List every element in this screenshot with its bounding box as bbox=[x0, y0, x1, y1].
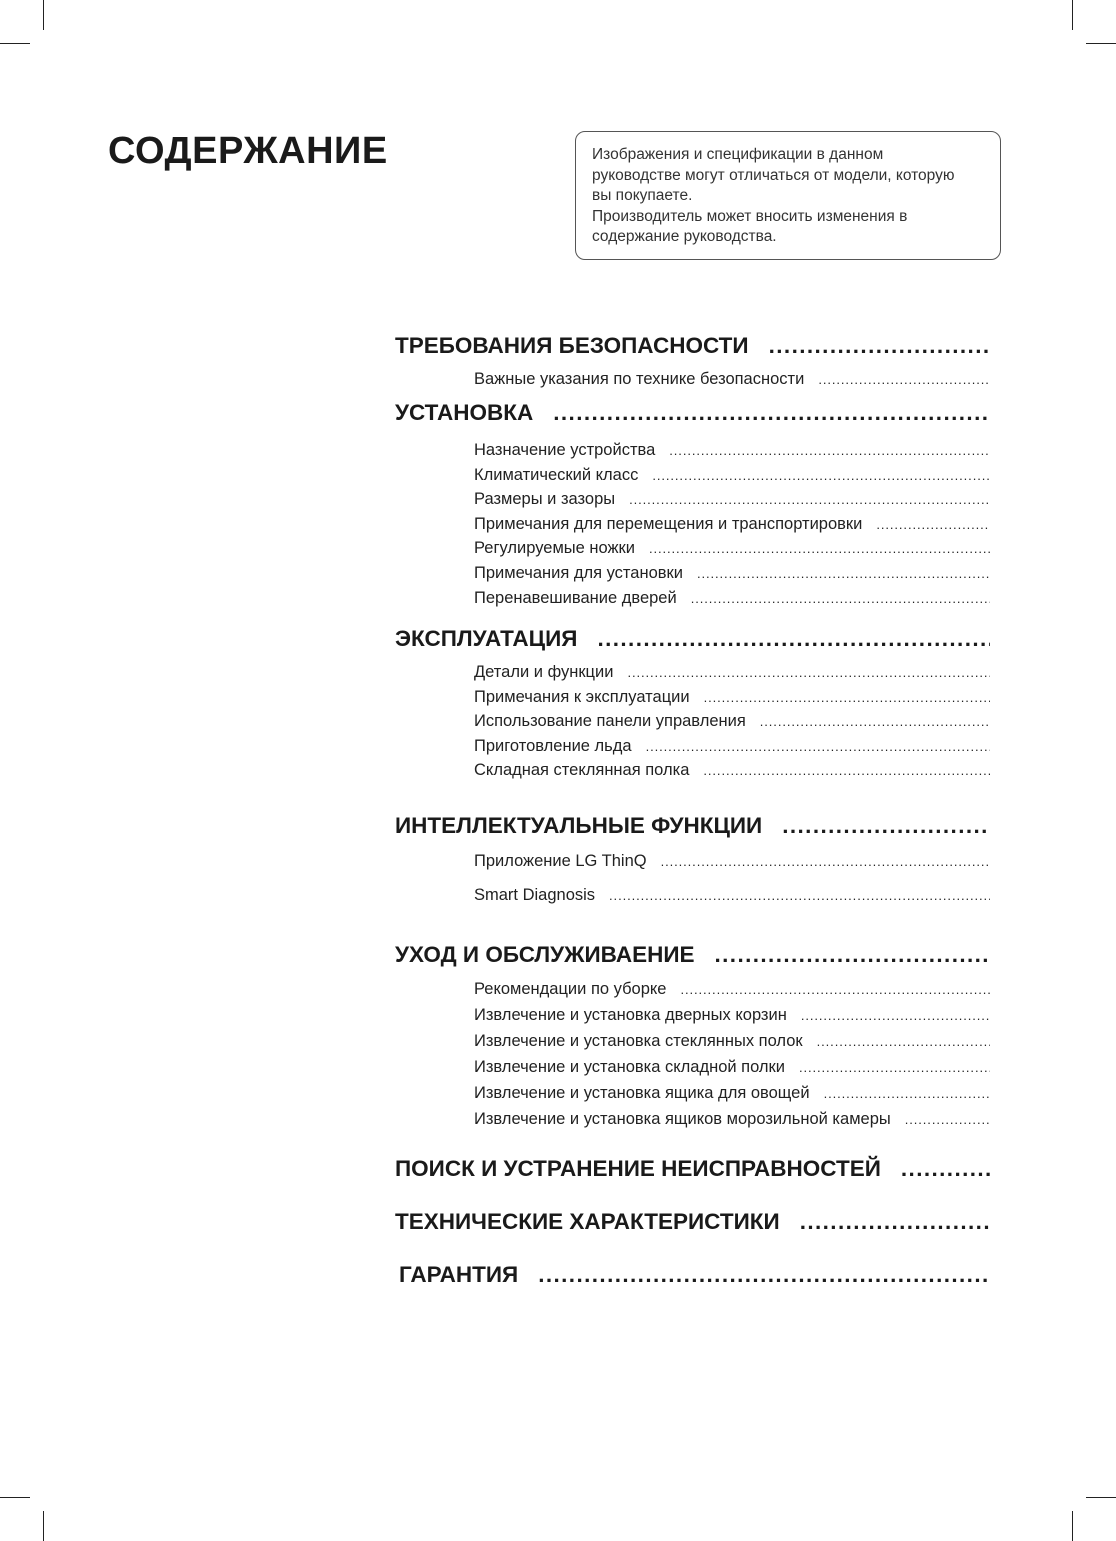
crop-mark bbox=[43, 0, 44, 30]
dot-leader bbox=[627, 661, 990, 686]
toc-item-label: Важные указания по технике безопасности bbox=[474, 370, 805, 388]
toc-item[interactable] bbox=[474, 487, 990, 512]
toc-item-label: Приготовление льда bbox=[474, 736, 632, 755]
toc-section-troubleshooting bbox=[395, 1154, 990, 1184]
toc-heading[interactable] bbox=[395, 811, 990, 841]
disclaimer-line: Изображения и спецификации в данном bbox=[592, 146, 884, 163]
dot-leader bbox=[538, 1260, 990, 1290]
toc-item-label: Детали и функции bbox=[474, 663, 614, 681]
toc-item-label: Примечания к эксплуатации bbox=[474, 687, 690, 706]
dot-leader bbox=[824, 1082, 990, 1107]
disclaimer-line: содержание руководства. bbox=[592, 228, 777, 245]
toc-item-label: Приложение LG ThinQ bbox=[474, 852, 647, 870]
toc-section-specifications bbox=[395, 1207, 990, 1237]
toc-heading[interactable] bbox=[395, 624, 990, 654]
dot-leader bbox=[652, 464, 990, 489]
dot-leader bbox=[901, 1154, 990, 1184]
toc-item-label: Использование панели управления bbox=[474, 712, 746, 731]
toc-item[interactable] bbox=[474, 758, 990, 783]
toc-heading[interactable] bbox=[395, 331, 990, 361]
toc-item[interactable] bbox=[474, 709, 990, 734]
toc-item[interactable] bbox=[474, 660, 990, 685]
disclaimer-box bbox=[575, 131, 1001, 260]
toc-item[interactable] bbox=[474, 1081, 990, 1107]
toc-item-label: Размеры и зазоры bbox=[474, 490, 616, 509]
dot-leader bbox=[704, 686, 990, 711]
toc-sublist bbox=[395, 977, 990, 1133]
toc-section-safety bbox=[395, 331, 990, 392]
toc-heading-label: УХОД И ОБСЛУЖИВАЕНИЕ bbox=[395, 942, 695, 967]
toc-heading-label: УСТАНОВКА bbox=[395, 400, 534, 425]
toc-item-label: Примечания для перемещения и транспортировки bbox=[474, 514, 863, 533]
toc-item[interactable] bbox=[474, 561, 990, 586]
dot-leader bbox=[801, 1004, 990, 1029]
toc-item-label: Складная стеклянная полка bbox=[474, 761, 690, 780]
toc-item[interactable] bbox=[474, 883, 990, 908]
dot-leader bbox=[661, 850, 990, 874]
toc-item-label: Извлечение и установка ящика для овощей bbox=[474, 1084, 810, 1102]
dot-leader bbox=[703, 759, 990, 784]
toc-item[interactable] bbox=[474, 1029, 990, 1055]
toc-item-label: Извлечение и установка стеклянных полок bbox=[474, 1032, 803, 1050]
toc-item-label: Извлечение и установка дверных корзин bbox=[474, 1006, 787, 1024]
dot-leader bbox=[876, 513, 990, 538]
dot-leader bbox=[760, 710, 990, 735]
disclaimer-line: Производитель может вносить изменения в bbox=[592, 207, 908, 225]
toc-heading-label: ПОИСК И УСТРАНЕНИЕ НЕИСПРАВНОСТЕЙ bbox=[395, 1156, 881, 1181]
disclaimer-line: руководстве могут отличаться от модели, которую bbox=[592, 166, 955, 184]
toc-sublist bbox=[395, 849, 990, 908]
toc-item[interactable] bbox=[474, 685, 990, 710]
crop-mark bbox=[1072, 0, 1073, 30]
dot-leader bbox=[799, 1056, 990, 1081]
toc-sublist bbox=[395, 660, 990, 783]
toc-heading-label: ЭКСПЛУАТАЦИЯ bbox=[395, 626, 578, 651]
toc-heading-label: ТЕХНИЧЕСКИЕ ХАРАКТЕРИСТИКИ bbox=[395, 1209, 780, 1234]
toc-item[interactable] bbox=[474, 536, 990, 561]
dot-leader bbox=[646, 735, 990, 760]
toc-item-label: Smart Diagnosis bbox=[474, 886, 596, 904]
toc-item-label: Климатический класс bbox=[474, 465, 639, 484]
dot-leader bbox=[769, 331, 990, 361]
toc-item[interactable] bbox=[474, 1107, 990, 1133]
toc-sublist bbox=[395, 367, 990, 392]
toc-heading[interactable] bbox=[395, 1154, 990, 1184]
dot-leader bbox=[715, 940, 991, 970]
dot-leader bbox=[597, 624, 990, 654]
toc-heading[interactable] bbox=[395, 398, 990, 428]
toc-item[interactable] bbox=[474, 438, 990, 463]
dot-leader bbox=[669, 439, 990, 464]
crop-mark bbox=[1086, 43, 1116, 44]
toc-heading-label: ГАРАНТИЯ bbox=[399, 1262, 519, 1287]
dot-leader bbox=[649, 537, 990, 562]
toc-section-warranty bbox=[399, 1260, 990, 1290]
dot-leader bbox=[553, 398, 990, 428]
dot-leader bbox=[905, 1108, 990, 1133]
toc-heading-label: ИНТЕЛЛЕКТУАЛЬНЫЕ ФУНКЦИИ bbox=[395, 813, 763, 838]
toc-item[interactable] bbox=[474, 1055, 990, 1081]
dot-leader bbox=[818, 368, 990, 393]
crop-mark bbox=[0, 1497, 30, 1498]
toc-item[interactable] bbox=[474, 586, 990, 611]
toc-section-operation bbox=[395, 624, 990, 783]
toc-item-label: Перенавешивание дверей bbox=[474, 588, 677, 607]
dot-leader bbox=[782, 811, 990, 841]
toc-section-installation bbox=[395, 398, 990, 610]
dot-leader bbox=[691, 587, 990, 612]
toc-heading[interactable] bbox=[395, 1207, 990, 1237]
toc-heading[interactable] bbox=[395, 940, 990, 970]
dot-leader bbox=[697, 562, 990, 587]
crop-mark bbox=[1086, 1497, 1116, 1498]
toc-heading[interactable] bbox=[399, 1260, 990, 1290]
crop-mark bbox=[1072, 1511, 1073, 1541]
toc-item[interactable] bbox=[474, 734, 990, 759]
toc-section-care bbox=[395, 940, 990, 1133]
toc-item[interactable] bbox=[474, 977, 990, 1003]
toc-item-label: Назначение устройства bbox=[474, 441, 656, 459]
toc-item-label: Извлечение и установка ящиков морозильной камеры bbox=[474, 1110, 891, 1128]
toc-item-label: Примечания для установки bbox=[474, 563, 683, 582]
dot-leader bbox=[680, 978, 990, 1003]
page-title: СОДЕРЖАНИЕ bbox=[108, 130, 388, 172]
toc-item-label: Рекомендации по уборке bbox=[474, 980, 667, 998]
dot-leader bbox=[629, 488, 990, 513]
toc-item[interactable] bbox=[474, 512, 990, 537]
toc-item[interactable] bbox=[474, 367, 990, 392]
dot-leader bbox=[800, 1207, 990, 1237]
toc-item-label: Извлечение и установка складной полки bbox=[474, 1058, 785, 1076]
toc-item[interactable] bbox=[474, 463, 990, 488]
crop-mark bbox=[43, 1511, 44, 1541]
toc-sublist bbox=[395, 438, 990, 610]
toc-section-smart-functions bbox=[395, 811, 990, 908]
dot-leader bbox=[817, 1030, 990, 1055]
toc-item[interactable] bbox=[474, 849, 990, 883]
toc-item[interactable] bbox=[474, 1003, 990, 1029]
crop-mark bbox=[0, 43, 30, 44]
toc-item-label: Регулируемые ножки bbox=[474, 539, 635, 558]
dot-leader bbox=[609, 884, 990, 909]
disclaimer-line: вы покупаете. bbox=[592, 187, 693, 204]
toc-heading-label: ТРЕБОВАНИЯ БЕЗОПАСНОСТИ bbox=[395, 333, 749, 358]
